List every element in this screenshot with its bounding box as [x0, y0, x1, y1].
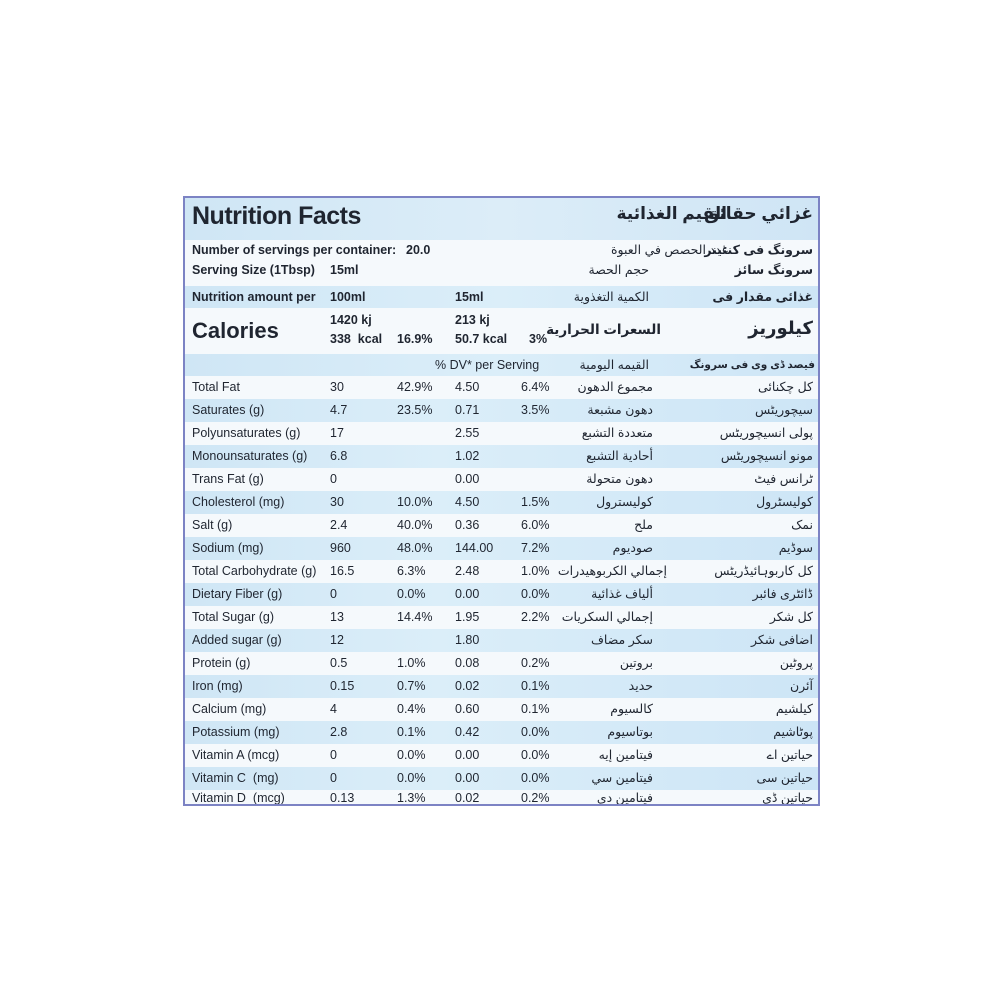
dv-header-row: [185, 354, 818, 376]
nutrient-name: Protein (g): [192, 656, 251, 670]
dv-per-100ml: 0.4%: [397, 702, 426, 716]
nutrient-urdu: کولیسٹرول: [756, 495, 813, 509]
calories-pct-100: 16.9%: [397, 332, 433, 346]
nutrient-urdu: کل کاربوہائیڈریٹس: [714, 564, 813, 578]
table-row: [185, 767, 818, 790]
table-row: [185, 583, 818, 606]
nutrient-arabic: سكر مضاف: [590, 633, 653, 647]
value-per-100ml: 17: [330, 426, 344, 440]
nutrient-name: Added sugar (g): [192, 633, 282, 647]
servings-label: Number of servings per container:: [192, 243, 397, 257]
value-per-100ml: 0: [330, 748, 337, 762]
value-per-100ml: 30: [330, 495, 344, 509]
amount-label: Nutrition amount per: [192, 290, 316, 304]
nutrient-name: Calcium (mg): [192, 702, 267, 716]
value-per-100ml: 2.4: [330, 518, 348, 532]
dv-per-100ml: 0.0%: [397, 748, 426, 762]
dv-per-15ml: 0.2%: [521, 791, 550, 805]
value-per-100ml: 12: [330, 633, 344, 647]
nutrient-urdu: کل چکنائی: [758, 380, 813, 394]
nutrient-urdu: مونو انسیچوریٹس: [720, 449, 813, 463]
value-per-100ml: 4.7: [330, 403, 348, 417]
table-row: [185, 721, 818, 744]
dv-per-100ml: 1.0%: [397, 656, 426, 670]
nutrient-arabic: ملح: [634, 518, 653, 532]
nutrient-name: Polyunsaturates (g): [192, 426, 301, 440]
table-row: [185, 468, 818, 491]
nutrient-arabic: متعددة التشبع: [581, 426, 653, 440]
table-row: [185, 399, 818, 422]
nutrient-name: Salt (g): [192, 518, 233, 532]
nutrient-urdu: اضافی شکر: [750, 633, 813, 647]
nutrient-arabic: فيتامين دي: [596, 791, 653, 805]
nutrient-name: Sodium (mg): [192, 541, 264, 555]
nutrient-urdu: سیچوریٹس: [755, 403, 813, 417]
value-per-100ml: 13: [330, 610, 344, 624]
nutrient-urdu: نمک: [791, 518, 813, 532]
calories-kcal-15: 50.7 kcal: [455, 332, 508, 346]
nutrient-arabic: أحادية التشبع: [586, 449, 653, 463]
value-per-15ml: 0.42: [455, 725, 480, 739]
nutrient-name: Dietary Fiber (g): [192, 587, 283, 601]
value-per-15ml: 0.02: [455, 791, 480, 805]
nutrient-name: Saturates (g): [192, 403, 265, 417]
dv-per-100ml: 23.5%: [397, 403, 433, 417]
value-per-15ml: 0.08: [455, 656, 480, 670]
nutrient-urdu: کیلشیم: [775, 702, 813, 716]
dv-per-15ml: 0.2%: [521, 656, 550, 670]
nutrient-arabic: كالسيوم: [610, 702, 653, 716]
value-per-100ml: 0.15: [330, 679, 355, 693]
nutrient-arabic: فيتامين إيه: [598, 748, 653, 762]
table-row: [185, 514, 818, 537]
table-row: [185, 606, 818, 629]
value-per-100ml: 0: [330, 771, 337, 785]
value-per-100ml: 0.5: [330, 656, 348, 670]
value-per-15ml: 0.00: [455, 587, 480, 601]
title-urdu: غزائي حقائق: [704, 204, 813, 223]
dv-per-15ml: 6.4%: [521, 380, 550, 394]
dv-label: % DV* per Serving: [435, 358, 540, 372]
nutrient-name: Iron (mg): [192, 679, 243, 693]
dv-per-15ml: 7.2%: [521, 541, 550, 555]
value-per-15ml: 1.95: [455, 610, 480, 624]
value-per-15ml: 1.80: [455, 633, 480, 647]
nutrient-arabic: صوديوم: [612, 541, 653, 555]
value-per-15ml: 0.00: [455, 771, 480, 785]
dv-per-100ml: 48.0%: [397, 541, 433, 555]
table-row: [185, 491, 818, 514]
dv-per-15ml: 6.0%: [521, 518, 550, 532]
dv-per-100ml: 0.0%: [397, 771, 426, 785]
dv-per-15ml: 1.5%: [521, 495, 550, 509]
title-arabic: القيم الغذائية: [616, 204, 727, 223]
servings-arabic: عدد الحصص في العبوة: [611, 243, 729, 257]
calories-kj-15: 213 kj: [455, 313, 490, 327]
dv-per-100ml: 14.4%: [397, 610, 433, 624]
value-per-15ml: 0.02: [455, 679, 480, 693]
calories-pct-15: 3%: [529, 332, 548, 346]
dv-per-15ml: 0.1%: [521, 702, 550, 716]
value-per-15ml: 0.71: [455, 403, 480, 417]
nutrient-urdu: ٹرانس فیٹ: [754, 472, 813, 486]
value-per-15ml: 0.60: [455, 702, 480, 716]
value-per-100ml: 6.8: [330, 449, 348, 463]
dv-per-100ml: 0.1%: [397, 725, 426, 739]
dv-per-100ml: 1.3%: [397, 791, 426, 805]
value-per-100ml: 0: [330, 587, 337, 601]
dv-per-15ml: 3.5%: [521, 403, 550, 417]
nutrient-name: Trans Fat (g): [192, 472, 264, 486]
nutrient-urdu: حیاتین ڈی: [762, 791, 813, 805]
nutrient-name: Total Fat: [192, 380, 240, 394]
nutrient-arabic: كوليسترول: [596, 495, 653, 509]
dv-per-15ml: 0.1%: [521, 679, 550, 693]
nutrient-urdu: حیاتین اے: [766, 748, 813, 762]
value-per-100ml: 0.13: [330, 791, 355, 805]
dv-arabic: القيمه اليومية: [579, 358, 649, 372]
table-row: [185, 560, 818, 583]
value-per-100ml: 960: [330, 541, 351, 555]
nutrient-arabic: بروتين: [619, 656, 653, 670]
amount-col-15: 15ml: [455, 290, 484, 304]
dv-per-15ml: 0.0%: [521, 748, 550, 762]
nutrient-arabic: ألياف غذائية: [591, 587, 653, 601]
nutrient-name: Vitamin A (mcg): [192, 748, 280, 762]
nutrient-arabic: فيتامين سي: [591, 771, 653, 785]
calories-urdu: کیلوریز: [748, 318, 813, 338]
amount-row: [185, 286, 818, 308]
serving-size-row: [185, 260, 818, 280]
amount-urdu: غذائی مقدار فی: [712, 290, 813, 304]
table-row: [185, 422, 818, 445]
dv-per-100ml: 6.3%: [397, 564, 426, 578]
dv-per-15ml: 0.0%: [521, 587, 550, 601]
nutrient-name: Vitamin C (mg): [192, 771, 279, 785]
value-per-100ml: 30: [330, 380, 344, 394]
nutrient-arabic: حديد: [628, 679, 653, 693]
table-row: [185, 652, 818, 675]
table-row: [185, 376, 818, 399]
nutrient-urdu: ڈائٹری فائبر: [752, 587, 813, 601]
value-per-15ml: 0.00: [455, 748, 480, 762]
dv-per-100ml: 40.0%: [397, 518, 433, 532]
page-title: Nutrition Facts: [192, 202, 361, 230]
nutrient-name: Potassium (mg): [192, 725, 280, 739]
nutrient-arabic: إجمالي السكريات: [561, 610, 653, 624]
calories-kj-100: 1420 kj: [330, 313, 372, 327]
calories-label: Calories: [192, 318, 279, 343]
dv-per-100ml: 10.0%: [397, 495, 433, 509]
nutrient-urdu: کل شکر: [769, 610, 813, 624]
value-per-15ml: 2.55: [455, 426, 480, 440]
nutrient-urdu: آئرن: [789, 679, 813, 693]
dv-per-100ml: 0.7%: [397, 679, 426, 693]
nutrient-arabic: إجمالي الكربوهيدرات: [557, 564, 667, 578]
calories-kcal-100: 338 kcal: [330, 332, 383, 346]
title-row: [185, 198, 818, 240]
table-row: [185, 698, 818, 721]
value-per-15ml: 4.50: [455, 380, 480, 394]
value-per-100ml: 16.5: [330, 564, 355, 578]
dv-per-15ml: 2.2%: [521, 610, 550, 624]
value-per-15ml: 144.00: [455, 541, 494, 555]
table-row: [185, 537, 818, 560]
value-per-100ml: 2.8: [330, 725, 348, 739]
table-row: [185, 790, 818, 804]
value-per-15ml: 2.48: [455, 564, 480, 578]
value-per-100ml: 4: [330, 702, 337, 716]
nutrient-arabic: مجموع الدهون: [577, 380, 653, 394]
dv-per-100ml: 42.9%: [397, 380, 433, 394]
table-row: [185, 445, 818, 468]
nutrient-urdu: حیاتین سی: [756, 771, 813, 785]
dv-per-15ml: 1.0%: [521, 564, 550, 578]
table-row: [185, 675, 818, 698]
nutrient-name: Total Sugar (g): [192, 610, 274, 624]
dv-per-100ml: 0.0%: [397, 587, 426, 601]
nutrient-arabic: بوتاسيوم: [607, 725, 653, 739]
value-per-15ml: 0.00: [455, 472, 480, 486]
value-per-100ml: 0: [330, 472, 337, 486]
amount-arabic: الكمية التغذوية: [573, 290, 649, 304]
value-per-15ml: 1.02: [455, 449, 480, 463]
serving-size-label: Serving Size (1Tbsp): [192, 263, 315, 277]
nutrient-name: Total Carbohydrate (g): [192, 564, 317, 578]
dv-urdu: فیصد ڈی وی فی سرونگ: [689, 359, 815, 371]
servings-urdu: سرونگ فی کنٹینر: [704, 243, 813, 257]
nutrition-facts-label: [183, 196, 820, 806]
nutrient-arabic: دهون متحولة: [586, 472, 653, 486]
calories-arabic: السعرات الحرارية: [546, 322, 661, 337]
serving-size-value: 15ml: [330, 263, 359, 277]
nutrient-name: Cholesterol (mg): [192, 495, 285, 509]
nutrient-urdu: سوڈیم: [778, 541, 813, 555]
value-per-15ml: 0.36: [455, 518, 480, 532]
servings-value: 20.0: [406, 243, 431, 257]
value-per-15ml: 4.50: [455, 495, 480, 509]
dv-per-15ml: 0.0%: [521, 771, 550, 785]
nutrient-urdu: پروٹین: [779, 656, 813, 670]
serving-size-urdu: سرونگ سائز: [734, 263, 813, 277]
nutrient-name: Vitamin D (mcg): [192, 791, 285, 805]
nutrient-arabic: دهون مشبعة: [587, 403, 653, 417]
table-row: [185, 629, 818, 652]
servings-row: [185, 240, 818, 260]
serving-size-arabic: حجم الحصة: [588, 263, 649, 277]
nutrient-urdu: پولی انسیچوریٹس: [719, 426, 813, 440]
table-row: [185, 744, 818, 767]
nutrient-urdu: پوٹاشیم: [773, 725, 813, 739]
calories-row: [185, 308, 818, 354]
nutrient-name: Monounsaturates (g): [192, 449, 308, 463]
amount-col-100: 100ml: [330, 290, 366, 304]
dv-per-15ml: 0.0%: [521, 725, 550, 739]
